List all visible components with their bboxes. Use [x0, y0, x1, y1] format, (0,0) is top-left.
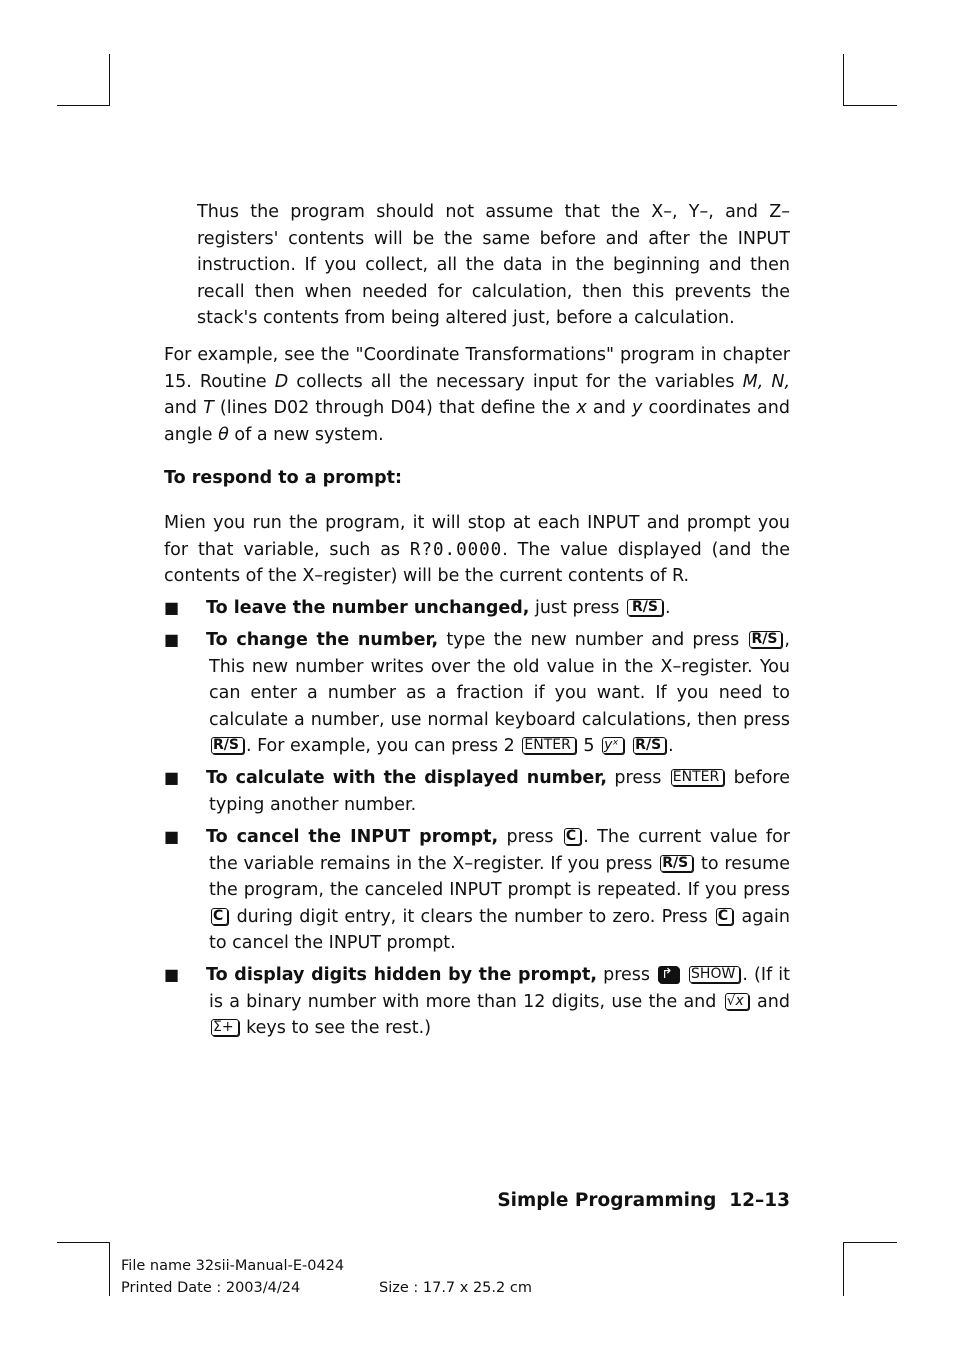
- printed-date: Printed Date : 2003/4/24: [121, 1280, 301, 1296]
- bullet-body: To change the number, type the new number and press R/S , This new number writes over the old value in the X–register. You can enter a number as a fraction if you want. If you need to calculate a number, use normal keyboard calculations, then press R/S . For example, you can press 2 ENTER 5 yˣ R/S .: [206, 630, 790, 756]
- text-run: press: [607, 768, 669, 788]
- variable-d: D: [274, 371, 289, 392]
- text-run: and: [750, 991, 790, 1012]
- power-key: yˣ: [602, 737, 624, 754]
- crop-mark-top-right-vertical: [843, 54, 844, 106]
- text-run: to resume the program, the canceled INPUT prompt is repeated. If you press: [209, 853, 790, 900]
- square-root-key: √x: [725, 993, 749, 1010]
- bullet-marker-icon: ■: [164, 630, 180, 649]
- bullet-lead: To change the number,: [206, 630, 439, 650]
- run-stop-key: R/S: [633, 737, 666, 754]
- prompt-paragraph: [164, 510, 790, 590]
- text-run: .: [664, 598, 671, 618]
- bullet-item-display-digits: [164, 962, 790, 1042]
- lcd-display-text: R?0.0000: [409, 539, 503, 560]
- text-run: For example, see the "Coordinate Transformations" program in chapter 15. Routine: [164, 345, 790, 392]
- bullet-marker-icon: ■: [164, 768, 180, 787]
- page-footer-title: Simple Programming 12–13: [497, 1190, 790, 1211]
- text-run: . For example, you can press 2: [245, 736, 521, 756]
- bullet-item-calculate: [164, 765, 790, 818]
- text-run: Mien you run the program, it will stop at each INPUT and prompt you for that variable, such as: [164, 513, 790, 560]
- crop-mark-top-left-vertical: [109, 54, 110, 106]
- bullet-marker-icon: ■: [164, 965, 180, 984]
- text-run: collects all the necessary input for the variables: [288, 371, 743, 392]
- indented-paragraph: Thus the program should not assume that the X–, Y–, and Z–registers' contents will be the same before and after the INPUT instruction. If you collect, all the data in the beginning and then recall then when needed for calculation, then this prevents the stack's contents from being altered just, before a calculation.: [197, 202, 790, 328]
- show-key: SHOW: [689, 966, 740, 983]
- run-stop-key: R/S: [749, 631, 782, 648]
- crop-mark-bottom-right-horizontal: [843, 1242, 897, 1243]
- enter-key: ENTER: [671, 769, 724, 786]
- text-run: and: [164, 398, 204, 418]
- section-heading: To respond to a prompt:: [164, 468, 402, 488]
- crop-mark-top-left-horizontal: [57, 105, 110, 106]
- bullet-lead: To calculate with the displayed number,: [206, 768, 607, 788]
- bullet-body: [206, 765, 791, 818]
- clear-key: C: [716, 908, 733, 925]
- bullet-item-leave-unchanged: [164, 595, 790, 622]
- bullet-item-change-number: [164, 627, 790, 760]
- text-run: press: [596, 965, 657, 985]
- variable-theta: θ: [218, 424, 229, 445]
- text-run: type the new number and press: [438, 630, 748, 650]
- right-shift-key-icon: ↱: [658, 966, 679, 983]
- run-stop-key: R/S: [660, 855, 693, 872]
- variable-x: x: [576, 398, 587, 418]
- text-run: keys to see the rest.): [240, 1018, 432, 1038]
- bullet-body: [206, 962, 791, 1042]
- enter-key: ENTER: [522, 737, 575, 754]
- run-stop-key: R/S: [211, 737, 244, 754]
- text-run: before typing another number.: [209, 768, 791, 815]
- text-run: , This new number writes over the old value in the X–register. You can enter a number as a fraction if you want. If you need to calculate a number, use normal keyboard calculations, then press: [209, 630, 790, 730]
- text-run: (lines D02 through D04) that define the: [213, 398, 577, 418]
- variables-m-n: M, N,: [742, 371, 791, 392]
- run-stop-key: R/S: [627, 599, 663, 616]
- crop-mark-top-right-horizontal: [843, 105, 897, 106]
- crop-mark-bottom-right-vertical: [843, 1242, 844, 1296]
- text-run: . The current value for the variable remains in the X–register. If you press: [209, 827, 790, 874]
- bullet-marker-icon: ■: [164, 827, 180, 846]
- example-paragraph: [164, 342, 790, 448]
- text-run: 5: [577, 736, 601, 756]
- bullet-marker-icon: ■: [164, 598, 180, 617]
- variable-t: T: [203, 398, 214, 418]
- text-run: . The value displayed (and the contents of the X–register) will be the current contents of R.: [164, 539, 790, 586]
- file-name: File name 32sii-Manual-E-0424: [121, 1258, 345, 1274]
- text-run: of a new system.: [228, 424, 384, 445]
- text-run: and: [586, 398, 632, 418]
- bullet-item-cancel-prompt: [164, 824, 790, 957]
- clear-key: C: [564, 828, 581, 845]
- text-run: press: [498, 827, 562, 847]
- bullet-body: [206, 824, 790, 957]
- variable-y: y: [631, 398, 643, 418]
- bullet-lead: To display digits hidden by the prompt,: [206, 965, 597, 985]
- text-run: during digit entry, it clears the number to zero. Press: [230, 906, 714, 927]
- text-run: again to cancel the INPUT prompt.: [209, 906, 790, 953]
- sigma-plus-key: Σ+: [211, 1019, 239, 1036]
- text-run: coordinates and angle: [164, 398, 790, 445]
- text-run: . (If it is a binary number with more than 12 digits, use the and: [209, 965, 791, 1012]
- crop-mark-bottom-left-vertical: [109, 1242, 110, 1296]
- crop-mark-bottom-left-horizontal: [57, 1242, 110, 1243]
- text-run: just press: [529, 598, 625, 618]
- bullet-body: [206, 595, 790, 622]
- page-size: Size : 17.7 x 25.2 cm: [379, 1280, 532, 1296]
- bullet-lead: To cancel the INPUT prompt,: [206, 827, 499, 847]
- bullet-lead: To leave the number unchanged,: [206, 598, 530, 618]
- clear-key: C: [211, 908, 228, 925]
